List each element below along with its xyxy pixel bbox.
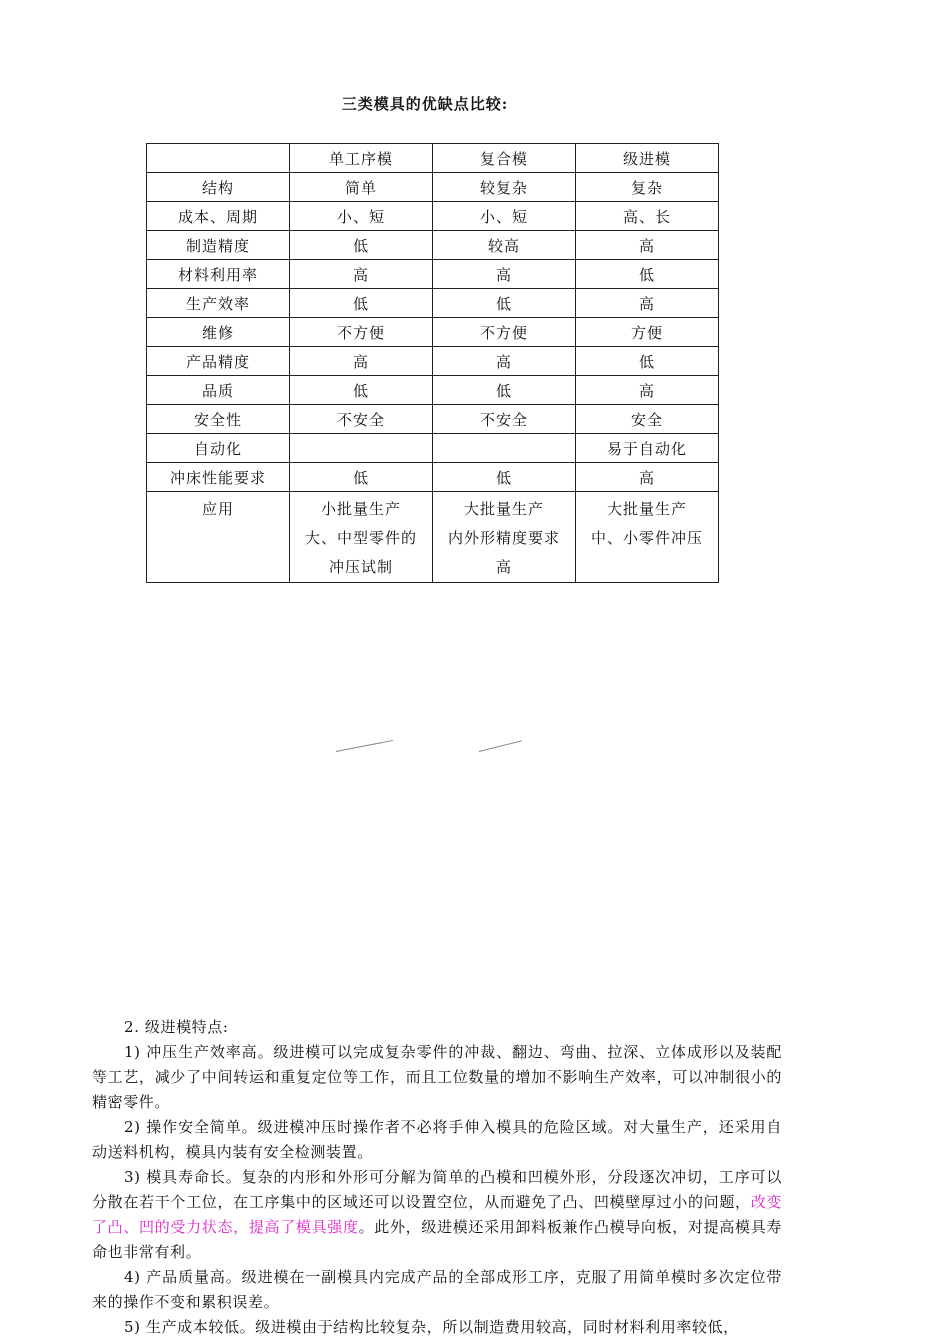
table-header-row xyxy=(147,144,719,173)
table-row xyxy=(147,434,719,463)
paragraph-3-part-b: 。此外，级进模还采用卸料板兼作凸模导向板，对提高模具寿命也非常有利。 xyxy=(92,1218,783,1261)
row-label: 制造精度 xyxy=(147,231,290,260)
table-row xyxy=(147,289,719,318)
row-label: 自动化 xyxy=(147,434,290,463)
paragraph-3 xyxy=(92,1165,782,1265)
table-cell: 安全 xyxy=(576,405,719,434)
row-label: 维修 xyxy=(147,318,290,347)
table-cell: 小、短 xyxy=(433,202,576,231)
comparison-table xyxy=(146,143,719,583)
table-cell: 高、长 xyxy=(576,202,719,231)
application-cell-progressive xyxy=(576,492,719,583)
table-cell: 低 xyxy=(290,231,433,260)
table-cell: 高 xyxy=(290,347,433,376)
table-cell: 方便 xyxy=(576,318,719,347)
highlighted-text: 改变了凸、凹的受力状态，提高了模具强度 xyxy=(92,1193,782,1236)
pen-stroke xyxy=(336,740,393,752)
table-cell: 高 xyxy=(576,289,719,318)
paragraph-2: 2) 操作安全简单。级进模冲压时操作者不必将手伸入模具的危险区域。对大量生产，还采用自动送料机构，模具内装有安全检测装置。 xyxy=(92,1118,782,1161)
pen-stroke xyxy=(479,740,522,752)
application-line: 冲压试制 xyxy=(328,558,393,576)
application-line: 大批量生产 xyxy=(463,500,544,518)
table-cell: 低 xyxy=(433,376,576,405)
table-row xyxy=(147,347,719,376)
row-label: 生产效率 xyxy=(147,289,290,318)
table-row xyxy=(147,376,719,405)
header-cell: 单工序模 xyxy=(290,144,433,173)
table-cell: 高 xyxy=(576,231,719,260)
application-cell-single xyxy=(290,492,433,583)
table-cell: 高 xyxy=(433,260,576,289)
header-cell xyxy=(147,144,290,173)
table-cell xyxy=(290,434,433,463)
table-row xyxy=(147,260,719,289)
paragraph-4: 4) 产品质量高。级进模在一副模具内完成产品的全部成形工序，克服了用简单模时多次定位带来的操作不变和累积误差。 xyxy=(92,1268,782,1311)
table-cell: 低 xyxy=(290,289,433,318)
table-row xyxy=(147,202,719,231)
table-cell: 低 xyxy=(433,289,576,318)
table-cell xyxy=(433,434,576,463)
section-heading: 2. 级进模特点: xyxy=(124,1018,229,1036)
table-row xyxy=(147,405,719,434)
row-label: 应用 xyxy=(147,492,290,583)
table-cell: 易于自动化 xyxy=(576,434,719,463)
paragraph-3-part-a: 3) 模具寿命长。复杂的内形和外形可分解为简单的凸模和凹模外形，分段逐次冲切，工序可以分散在若干个工位，在工序集中的区域还可以设置空位，从而避免了凸、凹模壁厚过小的问题， xyxy=(92,1168,782,1211)
application-line: 内外形精度要求 xyxy=(447,529,560,547)
table-cell: 高 xyxy=(576,376,719,405)
table-row-application xyxy=(147,492,719,583)
row-label: 材料利用率 xyxy=(147,260,290,289)
row-label: 结构 xyxy=(147,173,290,202)
table-row xyxy=(147,318,719,347)
paragraph-5: 5) 生产成本较低。级进模由于结构比较复杂，所以制造费用较高，同时材料利用率较低， xyxy=(124,1318,739,1336)
header-cell: 级进模 xyxy=(576,144,719,173)
row-label: 安全性 xyxy=(147,405,290,434)
table-cell: 低 xyxy=(576,260,719,289)
table-row xyxy=(147,173,719,202)
table-cell: 低 xyxy=(290,376,433,405)
table-cell: 低 xyxy=(290,463,433,492)
table-cell: 较高 xyxy=(433,231,576,260)
page-title: 三类模具的优缺点比较: xyxy=(341,95,509,113)
table-row xyxy=(147,231,719,260)
application-line: 中、小零件冲压 xyxy=(590,529,703,547)
application-line: 小批量生产 xyxy=(320,500,401,518)
table-cell: 高 xyxy=(433,347,576,376)
row-label: 冲床性能要求 xyxy=(147,463,290,492)
table-cell: 较复杂 xyxy=(433,173,576,202)
application-cell-compound xyxy=(433,492,576,583)
application-line: 大、中型零件的 xyxy=(304,529,417,547)
table-cell: 低 xyxy=(433,463,576,492)
table-cell: 不安全 xyxy=(290,405,433,434)
table-cell: 小、短 xyxy=(290,202,433,231)
table-cell: 不方便 xyxy=(433,318,576,347)
table-cell: 简单 xyxy=(290,173,433,202)
application-line: 高 xyxy=(495,558,512,576)
application-line: 大批量生产 xyxy=(606,500,687,518)
paragraph-1: 1) 冲压生产效率高。级进模可以完成复杂零件的冲裁、翻边、弯曲、拉深、立体成形以及装配等工艺，减少了中间转运和重复定位等工作，而且工位数量的增加不影响生产效率，可以冲制很小的精密零件。 xyxy=(92,1043,782,1111)
table-cell: 复杂 xyxy=(576,173,719,202)
table-row xyxy=(147,463,719,492)
header-cell: 复合模 xyxy=(433,144,576,173)
row-label: 品质 xyxy=(147,376,290,405)
table-cell: 高 xyxy=(290,260,433,289)
table-cell: 低 xyxy=(576,347,719,376)
row-label: 产品精度 xyxy=(147,347,290,376)
table-cell: 不安全 xyxy=(433,405,576,434)
table-cell: 不方便 xyxy=(290,318,433,347)
row-label: 成本、周期 xyxy=(147,202,290,231)
progressive-die-section xyxy=(92,1015,782,1340)
table-cell: 高 xyxy=(576,463,719,492)
